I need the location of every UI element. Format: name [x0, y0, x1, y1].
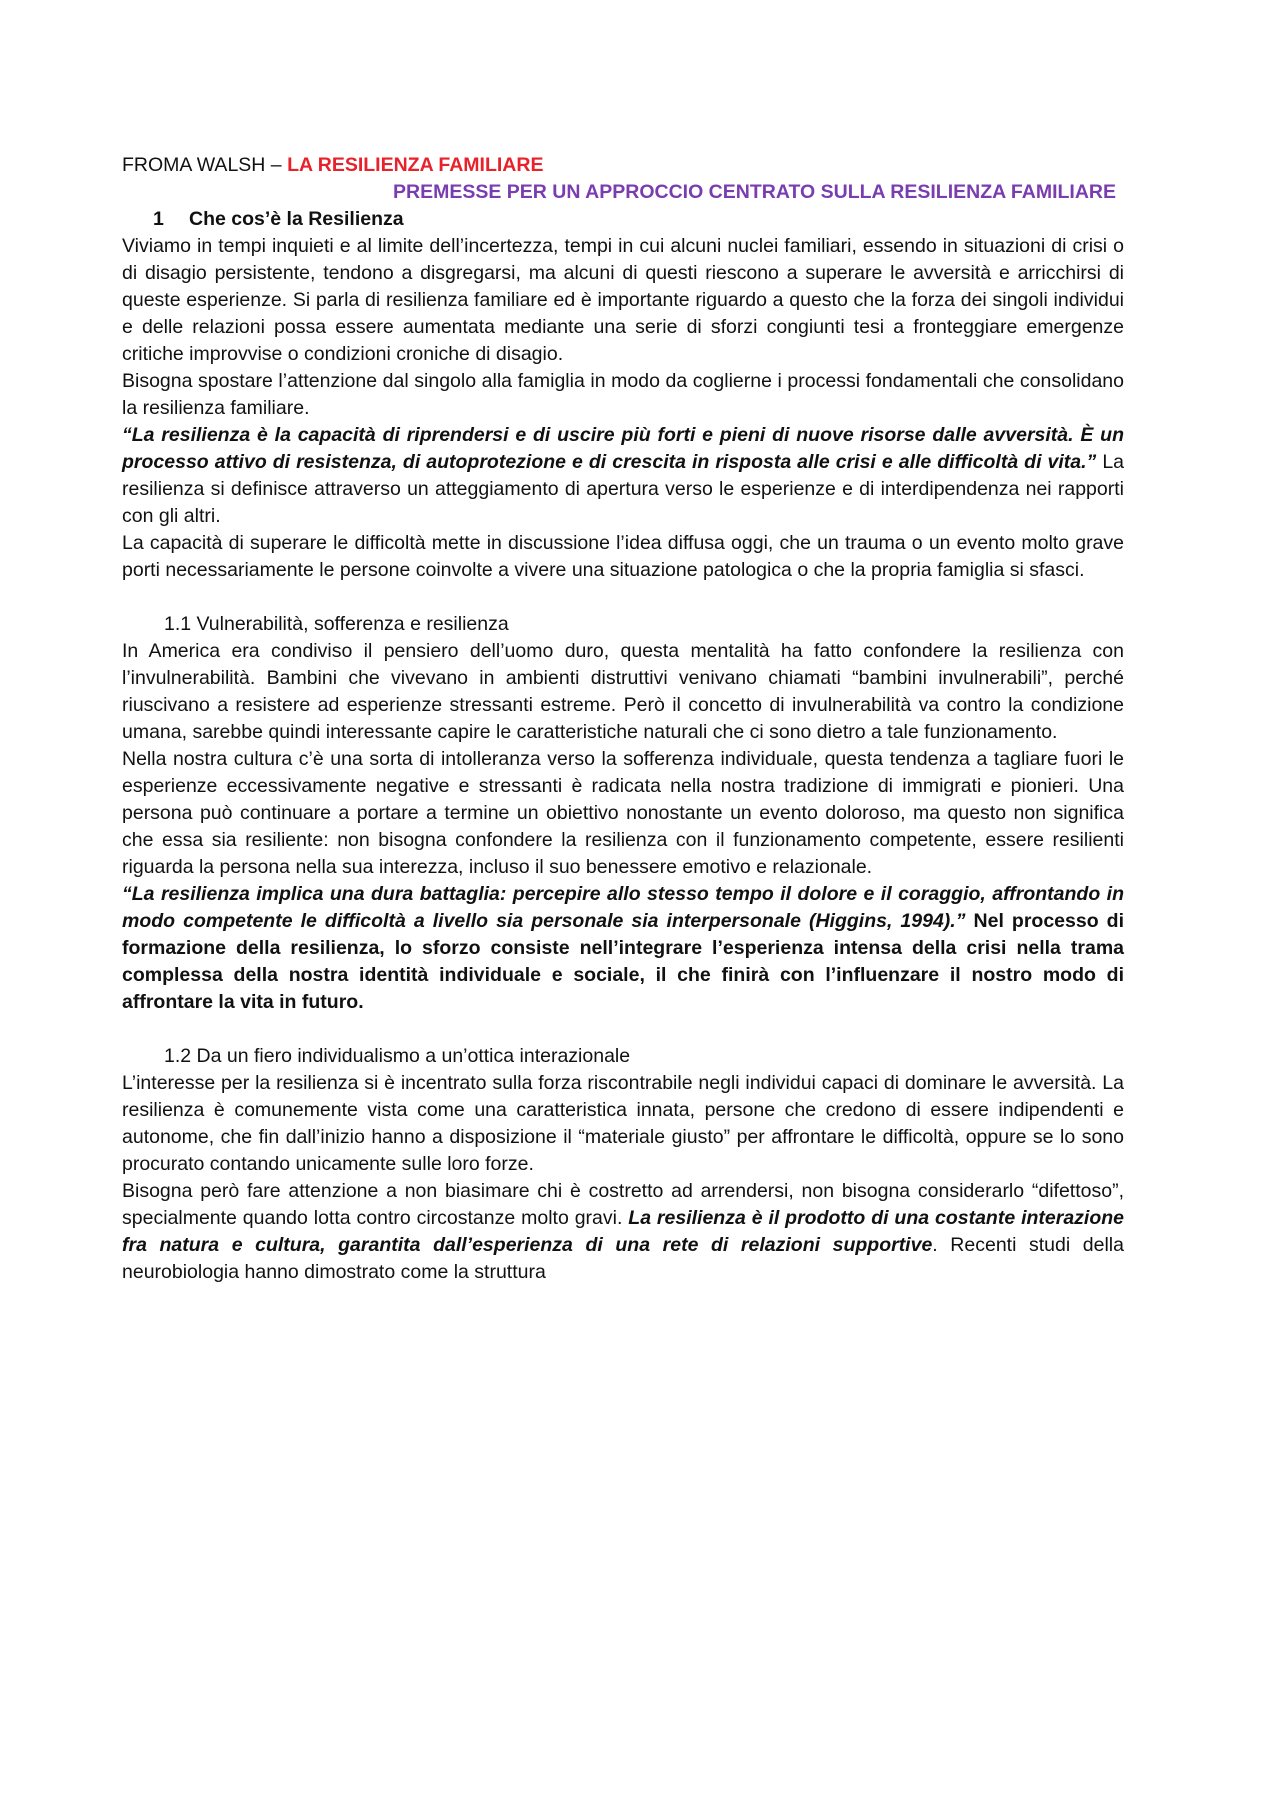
section-title: Che cos’è la Resilienza [189, 208, 404, 230]
paragraph [122, 881, 1124, 1016]
section-number: 1 [153, 208, 164, 230]
section-1-1-body [122, 638, 1124, 1016]
paragraph-text: Bisogna spostare l’attenzione dal singolo alla famiglia in modo da coglierne i processi fondamentali che consolidano la resilienza familiare. [122, 370, 1124, 419]
paragraph-text: . Recenti studi della neurobiologia hanno dimostrato come la struttura [122, 1234, 1124, 1283]
section-1-2-body [122, 1070, 1124, 1286]
paragraph-text: Bisogna però fare attenzione a non biasimare chi è costretto ad arrendersi, non bisogna considerarlo “difettoso”, specialmente quando lotta contro circostanze molto gravi. [122, 1180, 1124, 1229]
paragraph [122, 746, 1124, 881]
paragraph-text: La resilienza si definisce attraverso un atteggiamento di apertura verso le esperienze e di interdipendenza nei rapporti con gli altri. [122, 451, 1125, 527]
emphasized-text: “La resilienza è la capacità di riprendersi e di uscire più forti e pieni di nuove risorse dalle avversità. È un processo attivo di resistenza, di autoprotezione e di crescita in risposta alle crisi e alle difficoltà di vita.” [122, 424, 1124, 473]
paragraph [122, 422, 1124, 530]
emphasized-text: La resilienza è il prodotto di una costante interazione fra natura e cultura, garantita dall’esperienza di una rete di relazioni supportive [122, 1207, 1125, 1256]
paragraph-spacer [122, 584, 1124, 611]
subsection-heading-1-2: 1.2 Da un fiero individualismo a un’ottica interazionale [164, 1045, 631, 1067]
paragraph-spacer [122, 1016, 1124, 1043]
paragraph [122, 368, 1124, 422]
emphasized-text: Nel processo di formazione della resilienza, lo sforzo consiste nell’integrare l’esperienza intensa della crisi nella trama complessa della nostra identità individuale e sociale, il che finirà con l’influenzare il nostro modo di affrontare la vita in futuro. [122, 910, 1124, 1013]
paragraph [122, 638, 1124, 746]
paragraph [122, 233, 1124, 368]
paragraph [122, 1070, 1124, 1178]
section-heading-1 [122, 206, 1124, 233]
paragraph-text: L’interesse per la resilienza si è incentrato sulla forza riscontrabile negli individui capaci di dominare le avversità. La resilienza è comunemente vista come una caratteristica innata, persone che credono di essere indipendenti e autonome, che fin dall’inizio hanno a disposizione il “materiale giusto” per affrontare le difficoltà, oppure se lo sono procurato contando unicamente sulle loro forze. [122, 1072, 1124, 1175]
document-title [122, 152, 1124, 179]
paragraph-text: In America era condiviso il pensiero dell’uomo duro, questa mentalità ha fatto confondere la resilienza con l’invulnerabilità. Bambini che vivevano in ambienti distruttivi venivano chiamati “bambini invulnerabili”, perché riuscivano a resistere ad esperienze stressanti estreme. Però il concetto di invulnerabilità va contro la condizione umana, sarebbe quindi interessante capire le caratteristiche naturali che ci sono dietro a tale funzionamento. [122, 640, 1124, 743]
document-subtitle: PREMESSE PER UN APPROCCIO CENTRATO SULLA RESILIENZA FAMILIARE [393, 181, 1116, 203]
paragraph-text: Viviamo in tempi inquieti e al limite dell’incertezza, tempi in cui alcuni nuclei familiari, essendo in situazioni di crisi o di disagio persistente, tendono a disgregarsi, ma alcuni di questi riescono a superare le avversità e arricchirsi di queste esperienze. Si parla di resilienza familiare ed è importante riguardo a questo che la forza dei singoli individui e delle relazioni possa essere aumentata mediante una serie di sforzi congiunti tesi a fronteggiare emergenze critiche improvvise o condizioni croniche di disagio. [122, 235, 1124, 365]
document-body [122, 152, 1124, 1286]
document-title-author: FROMA WALSH – [122, 154, 288, 176]
paragraph-text: Nella nostra cultura c’è una sorta di intolleranza verso la sofferenza individuale, questa tendenza a tagliare fuori le esperienze eccessivamente negative e stressanti è radicata nella nostra tradizione di immigrati e pionieri. Una persona può continuare a portare a termine un obiettivo nonostante un evento doloroso, ma questo non significa che essa sia resiliente: non bisogna confondere la resilienza con il funzionamento competente, essere resilienti riguarda la persona nella sua interezza, incluso il suo benessere emotivo e relazionale. [122, 748, 1124, 878]
subsection-heading-1-1: 1.1 Vulnerabilità, sofferenza e resilienza [164, 613, 509, 635]
document-title-main: LA RESILIENZA FAMILIARE [287, 154, 544, 176]
section-1-body [122, 233, 1124, 584]
emphasized-text: “La resilienza implica una dura battaglia: percepire allo stesso tempo il dolore e il coraggio, affrontando in modo competente le difficoltà a livello sia personale sia interpersonale (Higgins, 1994).” [122, 883, 1124, 932]
paragraph [122, 530, 1124, 584]
paragraph-text: La capacità di superare le difficoltà mette in discussione l’idea diffusa oggi, che un trauma o un evento molto grave porti necessariamente le persone coinvolte a vivere una situazione patologica o che la propria famiglia si sfasci. [122, 532, 1124, 581]
paragraph [122, 1178, 1124, 1286]
